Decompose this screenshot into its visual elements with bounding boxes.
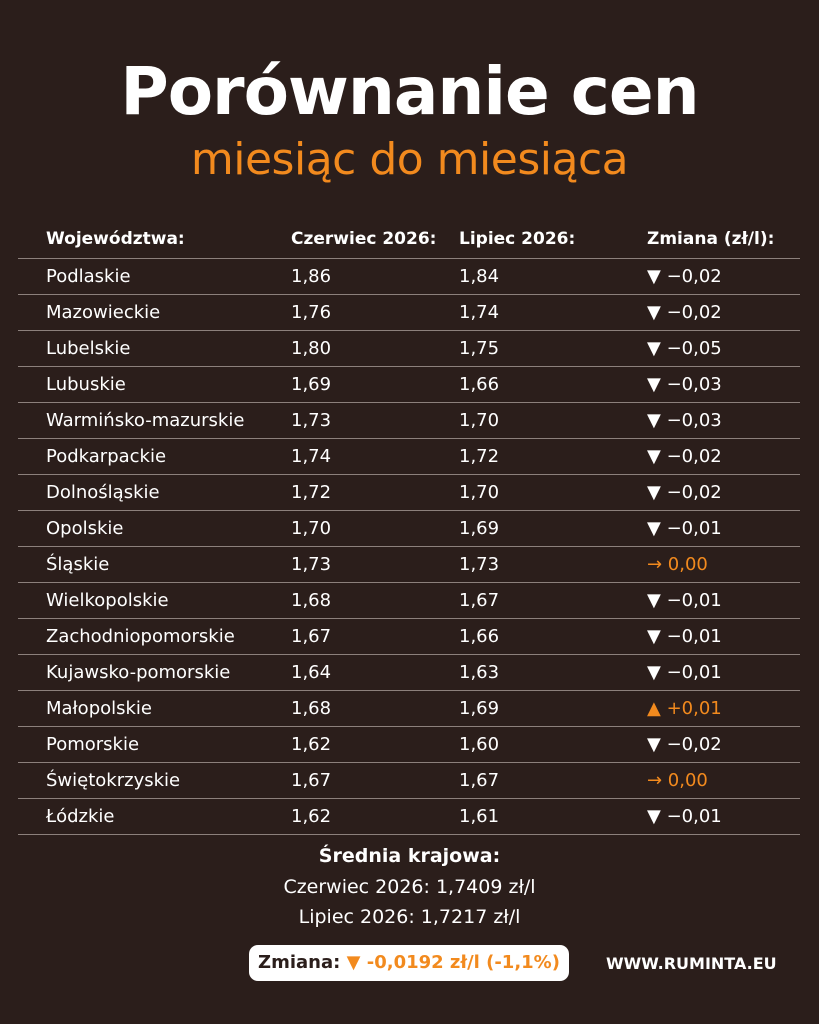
website-link[interactable]: WWW.RUMINTA.EU <box>606 954 777 973</box>
june-price-cell: 1,64 <box>291 662 332 683</box>
june-price-cell: 1,68 <box>291 590 332 611</box>
change-cell: ▼ −0,01 <box>647 662 722 683</box>
table-row <box>18 331 800 367</box>
change-cell: ▼ −0,01 <box>647 806 722 827</box>
june-price-cell: 1,62 <box>291 806 332 827</box>
region-cell: Śląskie <box>46 554 110 575</box>
region-cell: Małopolskie <box>46 698 153 719</box>
june-price-cell: 1,73 <box>291 554 332 575</box>
june-price-cell: 1,70 <box>291 518 332 539</box>
june-price-cell: 1,62 <box>291 734 332 755</box>
change-cell: ▼ −0,03 <box>647 410 722 431</box>
price-table <box>18 222 800 835</box>
change-cell: → 0,00 <box>647 554 708 575</box>
header-july: Lipiec 2026: <box>459 229 576 249</box>
june-price-cell: 1,69 <box>291 374 332 395</box>
table-header <box>18 222 800 259</box>
july-price-cell: 1,70 <box>459 410 500 431</box>
change-cell: ▲ +0,01 <box>647 698 722 719</box>
june-price-cell: 1,67 <box>291 770 332 791</box>
table-row <box>18 259 800 295</box>
july-price-cell: 1,72 <box>459 446 500 467</box>
july-price-cell: 1,66 <box>459 626 500 647</box>
table-row <box>18 511 800 547</box>
july-price-cell: 1,63 <box>459 662 500 683</box>
change-cell: ▼ −0,01 <box>647 590 722 611</box>
change-cell: ▼ −0,02 <box>647 446 722 467</box>
june-price-cell: 1,74 <box>291 446 332 467</box>
table-row <box>18 619 800 655</box>
june-price-cell: 1,67 <box>291 626 332 647</box>
region-cell: Kujawsko-pomorskie <box>46 662 231 683</box>
july-price-cell: 1,67 <box>459 590 500 611</box>
region-cell: Warmińsko-mazurskie <box>46 410 245 431</box>
change-cell: ▼ −0,02 <box>647 482 722 503</box>
summary-change-label: Zmiana: <box>258 952 341 973</box>
june-price-cell: 1,86 <box>291 266 332 287</box>
july-price-cell: 1,74 <box>459 302 500 323</box>
change-cell: → 0,00 <box>647 770 708 791</box>
region-cell: Lubuskie <box>46 374 126 395</box>
header-june: Czerwiec 2026: <box>291 229 437 249</box>
table-row <box>18 655 800 691</box>
change-cell: ▼ −0,01 <box>647 518 722 539</box>
table-row <box>18 727 800 763</box>
table-body <box>18 259 800 835</box>
region-cell: Opolskie <box>46 518 124 539</box>
national-average-july: Lipiec 2026: 1,7217 zł/l <box>298 906 521 928</box>
national-average-june: Czerwiec 2026: 1,7409 zł/l <box>283 876 536 898</box>
region-cell: Łódzkie <box>46 806 115 827</box>
region-cell: Podlaskie <box>46 266 131 287</box>
page-subtitle: miesiąc do miesiąca <box>190 134 629 185</box>
header-region: Województwa: <box>46 229 185 249</box>
region-cell: Wielkopolskie <box>46 590 169 611</box>
region-cell: Podkarpackie <box>46 446 167 467</box>
july-price-cell: 1,67 <box>459 770 500 791</box>
june-price-cell: 1,73 <box>291 410 332 431</box>
table-row <box>18 583 800 619</box>
table-row <box>18 547 800 583</box>
table-row <box>18 295 800 331</box>
june-price-cell: 1,76 <box>291 302 332 323</box>
july-price-cell: 1,70 <box>459 482 500 503</box>
july-price-cell: 1,61 <box>459 806 500 827</box>
june-price-cell: 1,72 <box>291 482 332 503</box>
table-row <box>18 367 800 403</box>
table-row <box>18 475 800 511</box>
july-price-cell: 1,66 <box>459 374 500 395</box>
region-cell: Świętokrzyskie <box>46 770 181 791</box>
change-cell: ▼ −0,03 <box>647 374 722 395</box>
page-title: Porównanie cen <box>120 53 699 130</box>
region-cell: Dolnośląskie <box>46 482 160 503</box>
region-cell: Zachodniopomorskie <box>46 626 235 647</box>
change-cell: ▼ −0,02 <box>647 734 722 755</box>
june-price-cell: 1,68 <box>291 698 332 719</box>
june-price-cell: 1,80 <box>291 338 332 359</box>
july-price-cell: 1,69 <box>459 698 500 719</box>
july-price-cell: 1,84 <box>459 266 500 287</box>
july-price-cell: 1,75 <box>459 338 500 359</box>
change-cell: ▼ −0,02 <box>647 302 722 323</box>
region-cell: Pomorskie <box>46 734 140 755</box>
change-cell: ▼ −0,01 <box>647 626 722 647</box>
table-row <box>18 799 800 835</box>
july-price-cell: 1,69 <box>459 518 500 539</box>
summary-change-value: ▼ -0,0192 zł/l (-1,1%) <box>346 952 560 973</box>
july-price-cell: 1,73 <box>459 554 500 575</box>
summary-change-badge <box>249 945 569 981</box>
header-change: Zmiana (zł/l): <box>647 229 775 249</box>
table-row <box>18 763 800 799</box>
region-cell: Lubelskie <box>46 338 131 359</box>
national-average-heading: Średnia krajowa: <box>318 845 501 867</box>
table-row <box>18 691 800 727</box>
table-row <box>18 403 800 439</box>
change-cell: ▼ −0,02 <box>647 266 722 287</box>
change-cell: ▼ −0,05 <box>647 338 722 359</box>
july-price-cell: 1,60 <box>459 734 500 755</box>
table-row <box>18 439 800 475</box>
region-cell: Mazowieckie <box>46 302 161 323</box>
